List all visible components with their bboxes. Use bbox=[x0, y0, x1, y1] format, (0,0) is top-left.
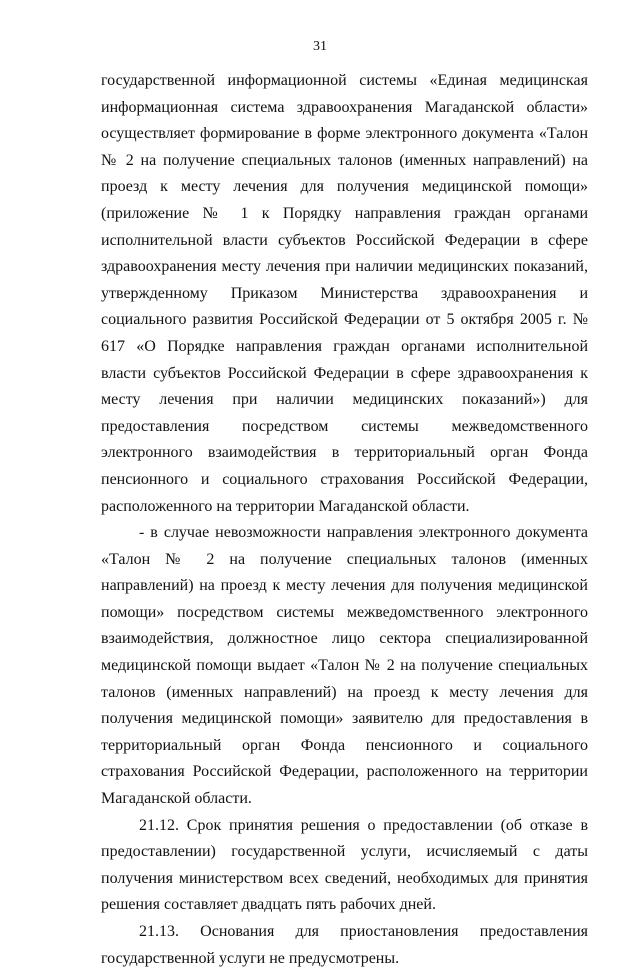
document-body bbox=[101, 68, 588, 972]
paragraph-clause-21-13: 21.13. Основания для приостановления предоставления государственной услуги не предусмотрены. bbox=[101, 923, 588, 967]
page-number: 31 bbox=[313, 39, 327, 54]
paragraph-clause-21-12: 21.12. Срок принятия решения о предоставлении (об отказе в предоставлении) государственной услуги, исчисляемый с даты получения министерством всех сведений, необходимых для принятия решения составляет двадцать пять рабочих дней. bbox=[101, 816, 588, 914]
paragraph-continuation: государственной информационной системы «Единая медицинская информационная система здравоохранения Магаданской области» осуществляет формирование в форме электронного документа «Талон № 2 на получение специальных талонов (именных направлений) на проезд к месту лечения для получения медицинской помощи» (приложение № 1 к Порядку направления граждан органами исполнительной власти субъектов Российской Федерации в сфере здравоохранения месту лечения при наличии медицинских показаний, утвержденному Приказом Министерства здравоохранения и социального развития Российской Федерации от 5 октября 2005 г. № 617 «О Порядке направления граждан органами исполнительной власти субъектов Российской Федерации в сфере здравоохранения к месту лечения при наличии медицинских показаний») для предоставления посредством системы межведомственного электронного взаимодействия в территориальный орган Фонда пенсионного и социального страхования Российской Федерации, расположенного на территории Магаданской области. bbox=[101, 72, 588, 515]
paragraph-bullet-case: - в случае невозможности направления электронного документа «Талон № 2 на получение специальных талонов (именных направлений) на проезд к месту лечения для получения медицинской помощи» посредством системы межведомственного электронного взаимодействия, должностное лицо сектора специализированной медицинской помощи выдает «Талон № 2 на получение специальных талонов (именных направлений) на проезд к месту лечения для получения медицинской помощи» заявителю для предоставления в территориальный орган Фонда пенсионного и социального страхования Российской Федерации, расположенного на территории Магаданской области. bbox=[101, 524, 588, 808]
